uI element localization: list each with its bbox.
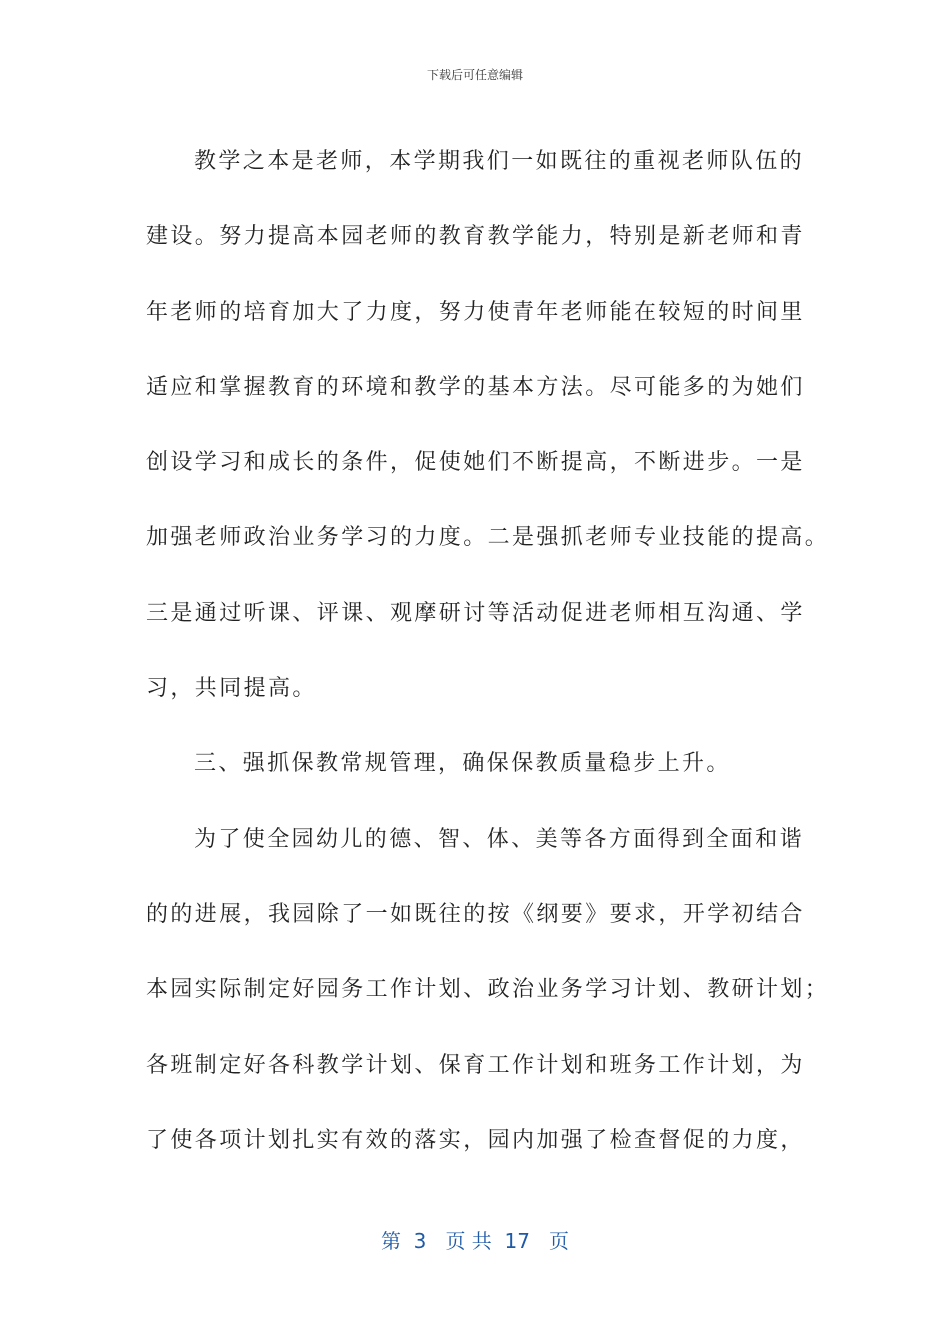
text-line: 各班制定好各科教学计划、保育工作计划和班务工作计划，为 (146, 1052, 805, 1078)
text-line: 三是通过听课、评课、观摩研讨等活动促进老师相互沟通、学 (146, 600, 805, 626)
paragraph-teacher-training (146, 124, 830, 726)
text-line: 适应和掌握教育的环境和教学的基本方法。尽可能多的为她们 (146, 374, 805, 400)
page-footer: 第 3 页 共 17 页 (380, 1229, 570, 1253)
document-body (146, 124, 830, 1178)
page-header: 下载后可任意编辑 (426, 68, 523, 82)
text-line: 创设学习和成长的条件，促使她们不断提高，不断进步。一是 (146, 450, 805, 476)
text-line: 本园实际制定好园务工作计划、政治业务学习计划、教研计划； (146, 977, 830, 1003)
text-line: 加强老师政治业务学习的力度。二是强抓老师专业技能的提高。 (146, 525, 830, 551)
paragraph-planning (146, 802, 830, 1178)
text-line: 教学之本是老师，本学期我们一如既往的重视老师队伍的 (194, 149, 805, 174)
text-line: 建设。努力提高本园老师的教育教学能力，特别是新老师和青 (146, 224, 805, 250)
section-heading-3 (146, 726, 806, 801)
text-line: 为了使全园幼儿的德、智、体、美等各方面得到全面和谐 (194, 826, 805, 852)
text-line: 年老师的培育加大了力度，努力使青年老师能在较短的时间里 (146, 299, 805, 325)
section-heading-text: 三、强抓保教常规管理，确保保教质量稳步上升。 (194, 751, 731, 777)
text-line: 的的进展，我园除了一如既往的按《纲要》要求，开学初结合 (146, 901, 805, 927)
text-line: 习，共同提高。 (146, 676, 317, 702)
text-line: 了使各项计划扎实有效的落实，园内加强了检查督促的力度， (146, 1127, 805, 1153)
